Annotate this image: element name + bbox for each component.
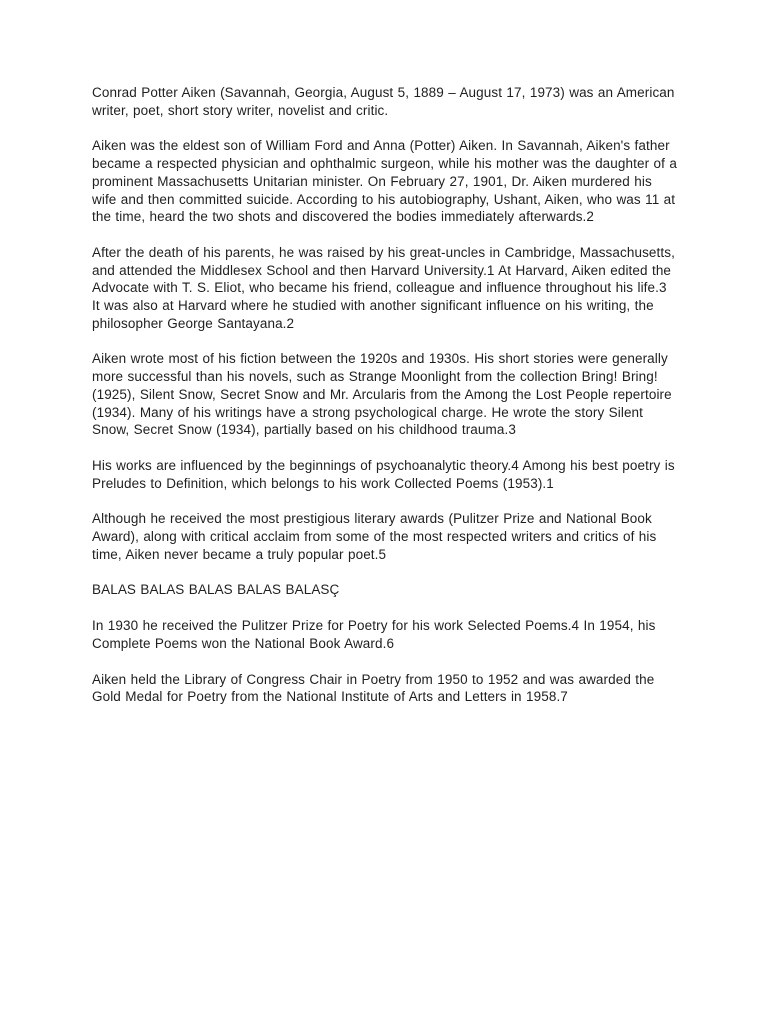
paragraph-intro: Conrad Potter Aiken (Savannah, Georgia, August 5, 1889 – August 17, 1973) was an American writer, poet, short story writer, novelist and critic.: [92, 85, 675, 118]
paragraph-family: Aiken was the eldest son of William Ford and Anna (Potter) Aiken. In Savannah, Aiken's father became a respected physician and ophthalmic surgeon, while his mother was the daughter of a prominent Massachusetts Unitarian minister. On February 27, 1901, Dr. Aiken murdered his wife and then committed suicide. According to his autobiography, Ushant, Aiken, who was 11 at the time, heard the two shots and discovered the bodies immediately afterwards.2: [92, 138, 677, 225]
document-text-column: [92, 84, 678, 724]
paragraph-fiction: Aiken wrote most of his fiction between the 1920s and 1930s. His short stories were generally more successful than his novels, such as Strange Moonlight from the collection Bring! Bring! (1925), Silent Snow, Secret Snow and Mr. Arcularis from the Among the Lost People repertoire (1934). Many of his writings have a strong psychological charge. He wrote the story Silent Snow, Secret Snow (1934), partially based on his childhood trauma.3: [92, 351, 672, 438]
paragraph-psychoanalytic: His works are influenced by the beginnings of psychoanalytic theory.4 Among his best poetry is Preludes to Definition, which belongs to his work Collected Poems (1953).1: [92, 457, 675, 491]
paragraph-awards-acclaim: Although he received the most prestigious literary awards (Pulitzer Prize and National Book Award), along with critical acclaim from some of the most respected writers and critics of his time, Aiken never became a truly popular poet.5: [92, 511, 657, 562]
paragraph-pulitzer: In 1930 he received the Pulitzer Prize for Poetry for his work Selected Poems.4 In 1954, his Complete Poems won the National Book Award.6: [92, 618, 656, 651]
paragraph-education: After the death of his parents, he was raised by his great-uncles in Cambridge, Massachusetts, and attended the Middlesex School and then Harvard University.1 At Harvard, Aiken edited the Advocate with T. S. Eliot, who became his friend, colleague and influence throughout his life.3 It was also at Harvard where he studied with another significant influence on his writing, the philosopher George Santayana.2: [92, 244, 675, 331]
paragraph-congress-chair: Aiken held the Library of Congress Chair in Poetry from 1950 to 1952 and was awarded the Gold Medal for Poetry from the National Institute of Arts and Letters in 1958.7: [92, 671, 655, 705]
paragraph-balas: BALAS BALAS BALAS BALAS BALASÇ: [92, 582, 340, 598]
